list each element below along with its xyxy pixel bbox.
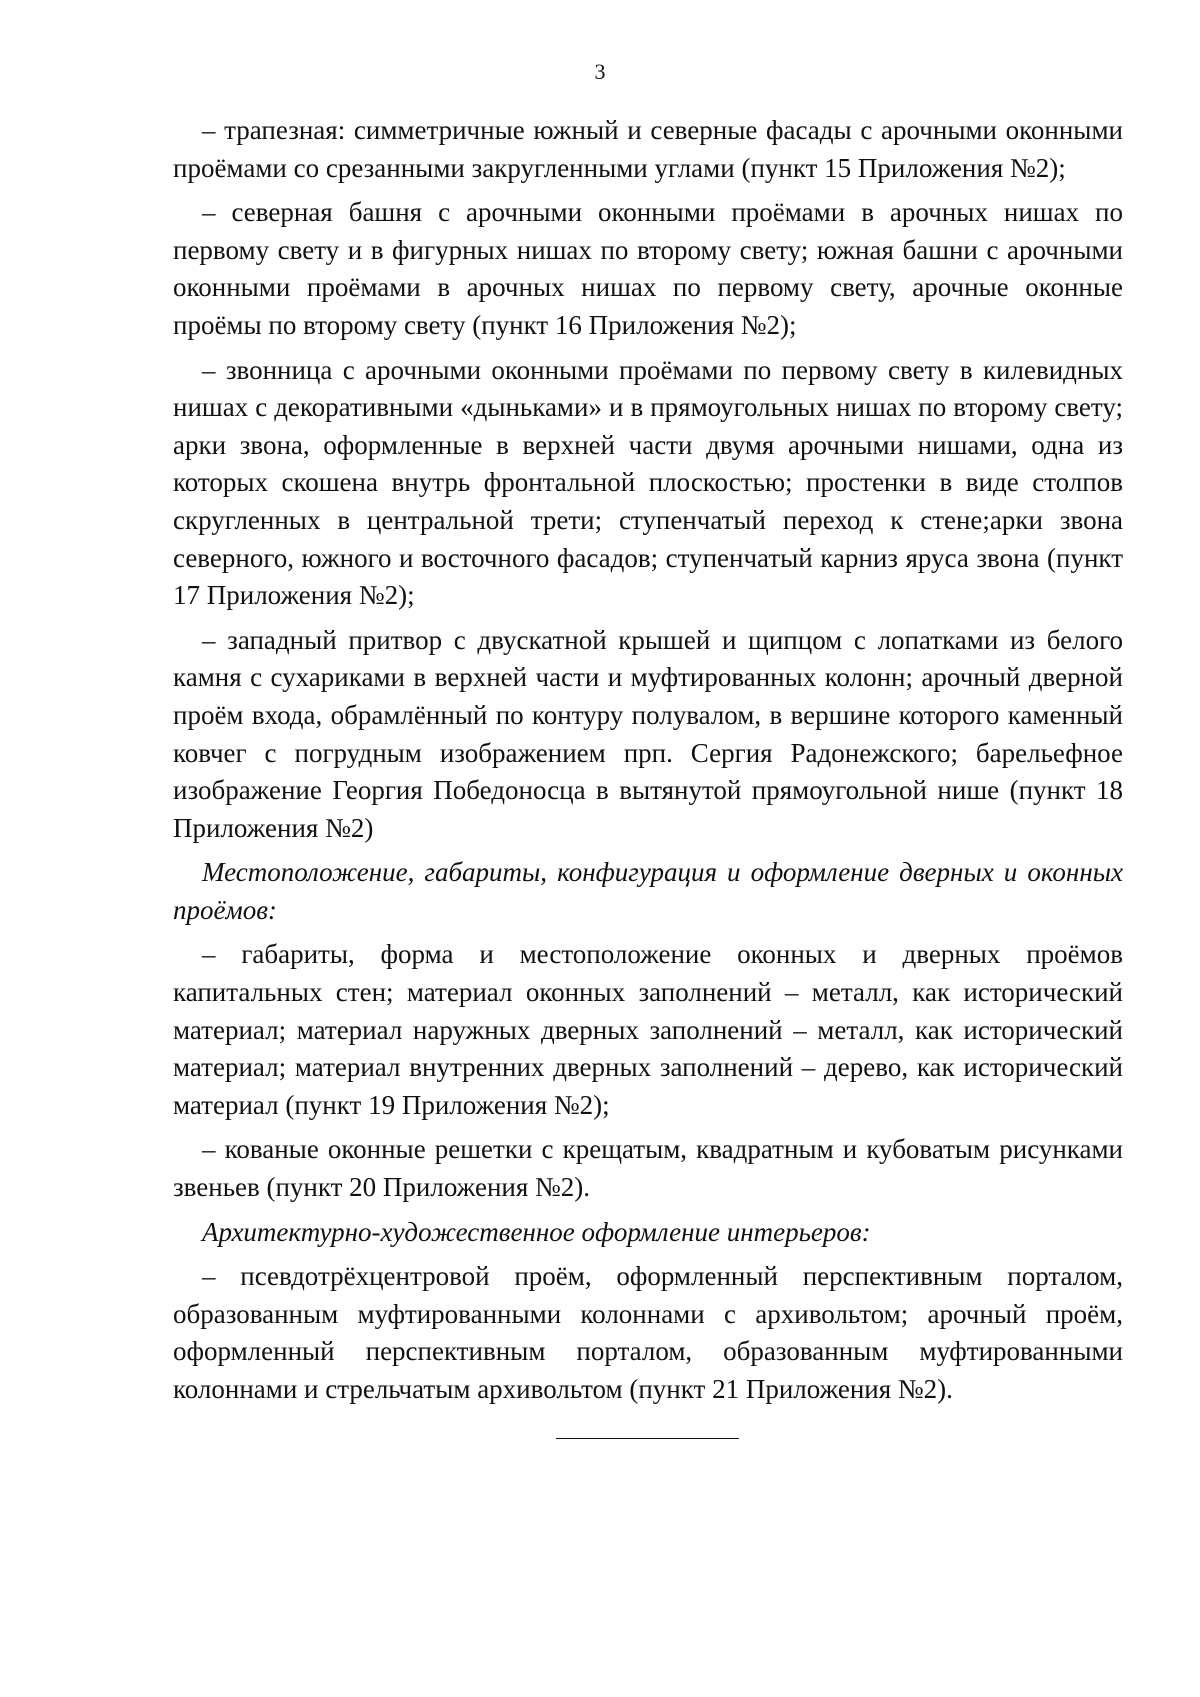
document-body	[173, 112, 1123, 1416]
paragraph-west-porch: – западный притвор с двускатной крышей и щипцом с лопатками из белого камня с сухариками в верхней части и муфтированных колонн; арочный дверной проём входа, обрамлённый по контуру полувалом, в вершине которого каменный ковчег с погрудным изображением прп. Сергия Радонежского; барельефное изображение Георгия Победоносца в вытянутой прямоугольной нише (пункт 18 Приложения №2)	[173, 624, 1123, 843]
section-heading-openings: Местоположение, габариты, конфигурация и оформление дверных и оконных проёмов:	[173, 857, 1123, 925]
page-number: 3	[594, 59, 606, 84]
paragraph-refectory: – трапезная: симметричные южный и северные фасады с арочными оконными проёмами со срезанными закругленными углами (пункт 15 Приложения №2);	[173, 115, 1123, 183]
paragraph-window-grilles: – кованые оконные решетки с крещатым, квадратным и кубоватым рисунками звеньев (пункт 20 Приложения №2).	[173, 1134, 1123, 1203]
closing-divider	[556, 1438, 739, 1439]
paragraph-belfry: – звонница с арочными оконными проёмами по первому свету в килевидных нишах с декоративными «дыньками» и в прямоугольных нишах по второму свету; арки звона, оформленные в верхней части двумя арочными нишами, одна из которых скошена внутрь фронтальной плоскостью; простенки в виде столпов скругленных в центральной трети; ступенчатый переход к стене;арки звона северного, южного и восточного фасадов; ступенчатый карниз яруса звона (пункт 17 Приложения №2);	[173, 354, 1123, 611]
paragraph-towers: – северная башня с арочными оконными проёмами в арочных нишах по первому свету и в фигурных нишах по второму свету; южная башни с арочными оконными проёмами в арочных нишах по первому свету, арочные оконные проёмы по второму свету (пункт 16 Приложения №2);	[173, 197, 1123, 340]
paragraph-interior-portals: – псевдотрёхцентровой проём, оформленный перспективным порталом, образованным муфтированными колоннами с архивольтом; арочный проём, оформленный перспективным порталом, образованным муфтированными колоннами и стрельчатым архивольтом (пункт 21 Приложения №2).	[173, 1261, 1123, 1404]
paragraph-openings-dimensions: – габариты, форма и местоположение оконных и дверных проёмов капитальных стен; материал оконных заполнений – металл, как исторический материал; материал наружных дверных заполнений – металл, как исторический материал; материал внутренних дверных заполнений – дерево, как исторический материал (пункт 19 Приложения №2);	[173, 939, 1123, 1120]
section-heading-interiors: Архитектурно-художественное оформление интерьеров:	[202, 1216, 871, 1247]
